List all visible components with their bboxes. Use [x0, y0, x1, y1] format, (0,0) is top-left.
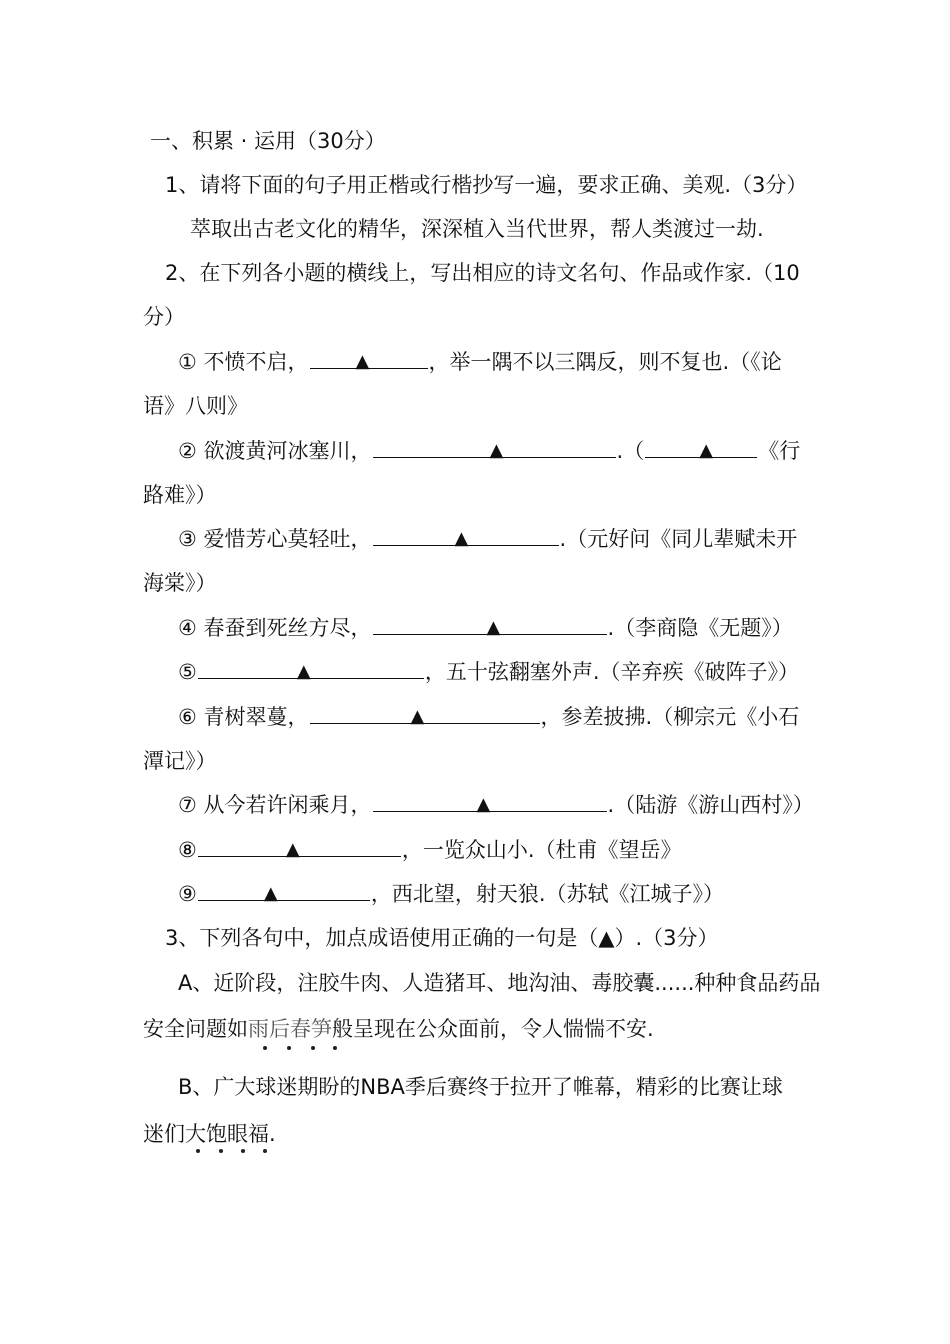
q2-item-2: [178, 437, 800, 465]
item-7-post: .（陆游《游山西村》）: [607, 793, 814, 817]
triangle-marker: ▲: [410, 706, 425, 727]
item-6-pre: ⑥ 青树翠蔓，: [178, 705, 309, 729]
emphasis-dot: [263, 1046, 267, 1050]
answer-blank-3[interactable]: [373, 525, 559, 549]
section-title: 一、积累 · 运用（30分）: [150, 129, 386, 153]
b-line2-pre: 迷们: [143, 1122, 185, 1146]
q2-item-3-cont: 海棠》）: [143, 571, 217, 595]
answer-blank-9[interactable]: [198, 880, 370, 904]
item-8-post: ，一览众山小.（杜甫《望岳》: [401, 838, 682, 862]
q2-item-6: [178, 703, 799, 731]
triangle-marker: ▲: [355, 351, 370, 372]
triangle-marker: ▲: [486, 617, 501, 638]
item-8-pre: ⑧: [178, 838, 197, 862]
answer-blank-5[interactable]: [198, 658, 424, 682]
item-9-pre: ⑨: [178, 882, 197, 906]
item-7-pre: ⑦ 从今若许闲乘月，: [178, 793, 372, 817]
triangle-marker: ▲: [476, 794, 491, 815]
q3-stem: 3、下列各句中，加点成语使用正确的一句是（▲）.（3分）: [165, 926, 719, 950]
item-1-pre: ① 不愤不启，: [178, 350, 309, 374]
item-3-post: .（元好问《同儿辈赋未开: [559, 527, 798, 551]
item-4-pre: ④ 春蚕到死丝方尽，: [178, 616, 372, 640]
q1-stem: 1、请将下面的句子用正楷或行楷抄写一遍，要求正确、美观.（3分）: [165, 173, 808, 197]
q3-option-a-line2: [143, 1015, 654, 1043]
q2-item-7: [178, 791, 814, 819]
emphasis-dot: [196, 1149, 200, 1153]
q2-item-2-cont: 路难》）: [143, 483, 217, 507]
q2-item-4: [178, 614, 793, 642]
answer-blank-6[interactable]: [310, 703, 540, 727]
a-line2-pre: 安全问题如: [143, 1017, 248, 1041]
q2-item-3: [178, 525, 797, 553]
q3-option-a-line1: A、近阶段，注胶牛肉、人造猪耳、地沟油、毒胶囊......种种食品药品: [178, 971, 821, 995]
emphasis-dot: [263, 1149, 267, 1153]
emphasis-dot: [311, 1046, 315, 1050]
emphasis-dot: [241, 1149, 245, 1153]
q3-option-b-line1: B、广大球迷期盼的NBA季后赛终于拉开了帷幕，精彩的比赛让球: [178, 1075, 783, 1099]
triangle-marker: ▲: [263, 883, 278, 904]
item-6-post: ，参差披拂.（柳宗元《小石: [540, 705, 800, 729]
item-4-post: .（李商隐《无题》）: [607, 616, 793, 640]
answer-blank-1[interactable]: [310, 348, 428, 372]
answer-blank-8[interactable]: [198, 836, 401, 860]
a-line2-post: 般呈现在公众面前，令人惴惴不安.: [332, 1017, 654, 1041]
b-idiom: 大饱眼福: [185, 1122, 269, 1146]
q2-item-5: [178, 658, 799, 686]
item-5-post: ，五十弦翻塞外声.（辛弃疾《破阵子》）: [424, 660, 800, 684]
item-2-post: .（: [616, 439, 645, 463]
triangle-marker: ▲: [489, 440, 504, 461]
item-1-post: ，举一隅不以三隅反，则不复也.（《论: [428, 350, 782, 374]
answer-blank-2[interactable]: [373, 437, 616, 461]
q2-item-6-cont: 潭记》）: [143, 749, 217, 773]
item-2-post2: 《行: [758, 439, 801, 463]
q2-stem-line1: 2、在下列各小题的横线上，写出相应的诗文名句、作品或作家.（10: [165, 261, 800, 285]
answer-blank-7[interactable]: [373, 791, 607, 815]
b-line2-post: .: [269, 1122, 276, 1146]
item-5-pre: ⑤: [178, 660, 197, 684]
triangle-marker: ▲: [454, 528, 469, 549]
emphasis-dot: [333, 1046, 337, 1050]
item-9-post: ，西北望，射天狼.（苏轼《江城子》）: [370, 882, 725, 906]
q2-item-9: [178, 880, 724, 908]
item-3-pre: ③ 爱惜芳心莫轻吐，: [178, 527, 372, 551]
q2-item-1: [178, 348, 782, 376]
triangle-marker: ▲: [285, 839, 300, 860]
item-2-pre: ② 欲渡黄河冰塞川，: [178, 439, 372, 463]
triangle-marker: ▲: [296, 661, 311, 682]
q3-option-b-line2: [143, 1120, 276, 1148]
emphasis-dot: [287, 1046, 291, 1050]
triangle-marker: ▲: [699, 440, 714, 461]
q2-item-8: [178, 836, 682, 864]
emphasis-dot: [219, 1149, 223, 1153]
q2-stem-line2: 分）: [143, 305, 185, 329]
answer-blank-4[interactable]: [373, 614, 607, 638]
answer-blank-2b[interactable]: [645, 437, 757, 461]
q1-sentence: 萃取出古老文化的精华，深深植入当代世界，帮人类渡过一劫.: [190, 217, 764, 241]
q2-item-1-cont: 语》八则》: [143, 394, 248, 418]
a-idiom: 雨后春笋: [248, 1017, 332, 1041]
